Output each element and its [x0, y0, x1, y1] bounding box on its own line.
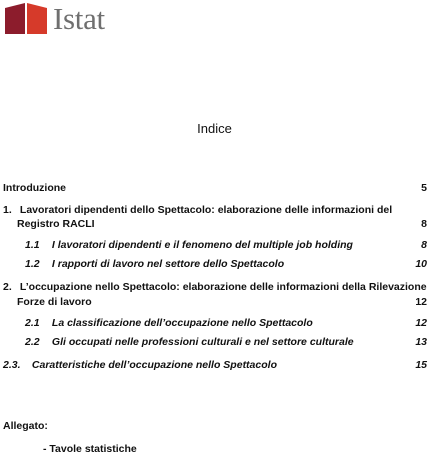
toc-entry-section-1-continued[interactable] [17, 216, 95, 232]
toc-entry-label: Caratteristiche dell’occupazione nello Spettacolo [31, 359, 277, 371]
toc-page-number: 8 [421, 218, 427, 230]
toc-entry-label: Introduzione [3, 182, 66, 194]
page-title: Indice [197, 121, 232, 136]
toc-entry-number: 2.2 [25, 336, 40, 348]
attachment-item[interactable]: - Tavole statistiche [43, 443, 137, 455]
toc-page-number: 13 [415, 336, 427, 348]
toc-page-number: 15 [415, 359, 427, 371]
toc-entry-section-2-2[interactable] [25, 334, 354, 350]
toc-entry-label: Registro RACLI [17, 218, 95, 230]
toc-page-number: 5 [421, 182, 427, 194]
toc-entry-label: Gli occupati nelle professioni culturali e nel settore culturale [51, 336, 354, 348]
toc-entry-introduzione[interactable] [3, 180, 66, 196]
toc-page-number: 8 [421, 239, 427, 251]
toc-entry-section-2-3[interactable] [3, 357, 277, 373]
istat-logo-mark-icon [4, 2, 50, 34]
toc-entry-label: I lavoratori dipendenti e il fenomeno del multiple job holding [51, 239, 353, 251]
toc-entry-section-1-1[interactable] [25, 237, 353, 253]
toc-page-number: 12 [415, 317, 427, 329]
toc-entry-section-2-continued[interactable] [17, 294, 92, 310]
toc-page-number: 10 [415, 258, 427, 270]
toc-entry-label: La classificazione dell’occupazione nello Spettacolo [51, 317, 313, 329]
toc-entry-number: 1.2 [25, 258, 40, 270]
toc-entry-number: 2. [3, 281, 12, 293]
toc-entry-number: 2.1 [25, 317, 40, 329]
toc-entry-section-2[interactable] [3, 279, 427, 295]
istat-logo [4, 2, 105, 36]
toc-entry-label: Lavoratori dipendenti dello Spettacolo: elaborazione delle informazioni del [19, 204, 393, 216]
logo-text: Istat [53, 1, 105, 36]
toc-entry-label: Forze di lavoro [17, 296, 92, 308]
toc-entry-label: L’occupazione nello Spettacolo: elaborazione delle informazioni della Rilevazione [19, 281, 427, 293]
toc-page-number: 12 [415, 296, 427, 308]
toc-entry-label: I rapporti di lavoro nel settore dello Spettacolo [51, 258, 285, 270]
toc-entry-number: 1.1 [25, 239, 40, 251]
toc-entry-number: 2.3. [3, 359, 21, 371]
attachments-heading: Allegato: [3, 420, 48, 432]
toc-entry-section-1-2[interactable] [25, 256, 284, 272]
toc-entry-number: 1. [3, 204, 12, 216]
toc-entry-section-2-1[interactable] [25, 315, 313, 331]
